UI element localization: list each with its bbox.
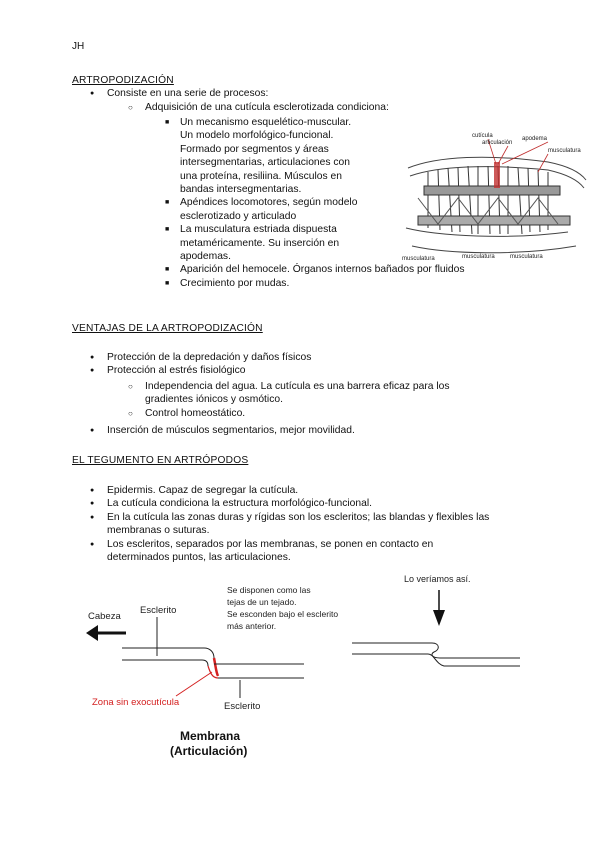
- point-line: ■ La musculatura estriada dispuesta: [180, 224, 337, 236]
- leader-line-zona: [176, 672, 212, 696]
- label-apodema: apodema: [522, 136, 548, 142]
- list-item-text: Protección de la depredación y daños físicos: [107, 352, 312, 363]
- list-item: [107, 538, 547, 565]
- list-item: [145, 407, 450, 420]
- list-item: [107, 351, 311, 364]
- list-item-text: Inserción de músculos segmentarios, mejor movilidad.: [107, 425, 355, 436]
- section1-sublist: [145, 101, 389, 114]
- label-cuticula: cutícula: [472, 133, 493, 139]
- point-line: ■ Apéndices locomotores, según modelo: [180, 197, 358, 209]
- point-line: intersegmentarias, articulaciones con: [180, 157, 350, 169]
- label-zona-sin-exocuticula: Zona sin exocutícula: [92, 697, 180, 708]
- label-lo-veriamos: Lo veríamos así.: [404, 574, 471, 584]
- sclerite-diagram: [80, 572, 339, 772]
- note-line: Se esconden bajo el esclerito: [227, 609, 339, 619]
- caption-articulacion: (Articulación): [170, 744, 248, 758]
- list-item: [180, 277, 580, 290]
- muscle-figure: [398, 128, 590, 264]
- anterior-sclerite-inner: [122, 660, 208, 666]
- section2-list-end: [107, 424, 355, 437]
- point-line: una proteína, resiliina. Músculos en: [180, 170, 342, 182]
- header-initials: JH: [72, 41, 85, 52]
- cabeza-arrow-icon: [86, 625, 98, 641]
- anterior-sclerite-outer: [122, 648, 214, 658]
- figure-band: [424, 186, 560, 195]
- list-item-text: ○ Independencia del agua. La cutícula es una barrera eficaz para los: [145, 381, 450, 392]
- list-item: [145, 380, 450, 407]
- label-musculatura-bl: musculatura: [402, 256, 435, 262]
- list-item: [107, 497, 547, 510]
- label-musculatura-top: musculatura: [548, 148, 581, 154]
- label-articulacion: articulación: [482, 140, 513, 146]
- caption-membrana: Membrana: [180, 729, 241, 743]
- label-musculatura-bm: musculatura: [462, 254, 495, 260]
- label-musculatura-br: musculatura: [510, 254, 543, 260]
- point-line: bandas intersegmentarias.: [180, 184, 302, 196]
- point-line: ■ Aparición del hemocele. Órganos internos bañados por fluidos: [180, 264, 465, 276]
- note-line: tejas de un tejado.: [227, 597, 297, 607]
- figure-apodeme: [494, 162, 500, 188]
- list-item: [107, 511, 547, 538]
- list-item-text: ● Los escleritos, separados por las membranas, se ponen en contacto en: [107, 538, 434, 550]
- list-item-text: ● La cutícula condiciona la estructura morfológico-funcional.: [107, 498, 373, 510]
- list-item-text: gradientes iónicos y osmótico.: [145, 394, 283, 406]
- list-item: [145, 101, 389, 114]
- simplified-outline-bottom: [352, 654, 520, 666]
- list-item: [107, 424, 355, 437]
- label-esclerito-top: Esclerito: [140, 605, 177, 616]
- simplified-view: [344, 570, 524, 680]
- list-item: [180, 263, 580, 276]
- label-esclerito-bottom: Esclerito: [224, 701, 261, 712]
- section3-list: [107, 484, 547, 564]
- membrane-red-line: [214, 658, 218, 676]
- label-cabeza: Cabeza: [88, 611, 121, 622]
- section2-sublist: [145, 380, 450, 420]
- point-line: Un modelo morfológico-funcional.: [180, 130, 334, 142]
- section-title-tegumento: EL TEGUMENTO EN ARTRÓPODOS: [72, 455, 249, 466]
- section-title-ventajas: VENTAJAS DE LA ARTROPODIZACIÓN: [72, 323, 263, 334]
- list-item-text: membranas o suturas.: [107, 525, 210, 537]
- list-item-text: Control homeostático.: [145, 407, 246, 419]
- section-title-artropodizacion: ARTROPODIZACIÓN: [72, 75, 174, 86]
- point-line: apodemas.: [180, 251, 231, 263]
- note-line: Se disponen como las: [227, 585, 311, 595]
- pointer-line: [498, 146, 508, 164]
- list-item-text: Protección al estrés fisiológico: [107, 365, 246, 377]
- list-item: [107, 484, 547, 497]
- list-item: [107, 364, 311, 377]
- point-line: Formado por segmentos y áreas: [180, 143, 329, 155]
- list-item: [107, 87, 268, 100]
- list-item-text: ● Epidermis. Capaz de segregar la cutícula.: [107, 485, 299, 496]
- note-line: más anterior.: [227, 621, 277, 631]
- figure-outline: [406, 228, 568, 236]
- section1-list: [107, 87, 268, 100]
- list-item-text: Adquisición de una cutícula esclerotizada condiciona:: [145, 102, 389, 113]
- list-item-text: Consiste en una serie de procesos:: [107, 88, 269, 99]
- point-line: esclerotizado y articulado: [180, 210, 297, 222]
- simplified-outline-top: [352, 643, 520, 658]
- point-line: ■ Crecimiento por mudas.: [180, 277, 290, 289]
- list-item-text: determinados puntos, las articulaciones.: [107, 552, 291, 564]
- point-line: ■ Un mecanismo esquelético-muscular.: [180, 117, 352, 128]
- point-line: metaméricamente. Su inserción en: [180, 237, 340, 249]
- view-arrow-icon: [433, 610, 445, 626]
- list-item-text: ● En la cutícula las zonas duras y rígidas son los escleritos; las blandas y flexibles las: [107, 511, 490, 523]
- figure-outline: [412, 246, 576, 253]
- section2-list: [107, 351, 311, 378]
